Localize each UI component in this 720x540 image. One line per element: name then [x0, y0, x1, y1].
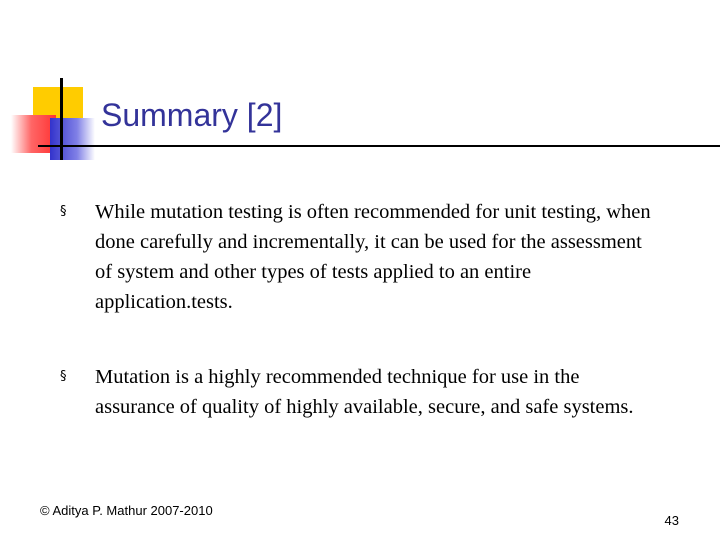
slide-title: Summary [2] — [101, 97, 283, 133]
bullet-marker-icon: § — [60, 369, 67, 384]
title-accent-vertical-line — [60, 78, 63, 160]
bullet-item — [60, 362, 660, 422]
bullet-text: While mutation testing is often recommended for unit testing, when done carefully and incrementally, it can be used for the assessment of system and other types of tests applied to an entire application.tests. — [95, 201, 651, 313]
bullet-list — [60, 197, 660, 467]
bullet-text: Mutation is a highly recommended technique for use in the assurance of quality of highly available, secure, and safe systems. — [95, 366, 634, 418]
page-number: 43 — [664, 513, 679, 528]
copyright-footer: © Aditya P. Mathur 2007-2010 — [40, 503, 213, 518]
bullet-item — [60, 197, 660, 317]
title-underline — [38, 145, 720, 147]
title-accent-blue-bar — [50, 118, 95, 160]
bullet-marker-icon: § — [60, 204, 67, 219]
